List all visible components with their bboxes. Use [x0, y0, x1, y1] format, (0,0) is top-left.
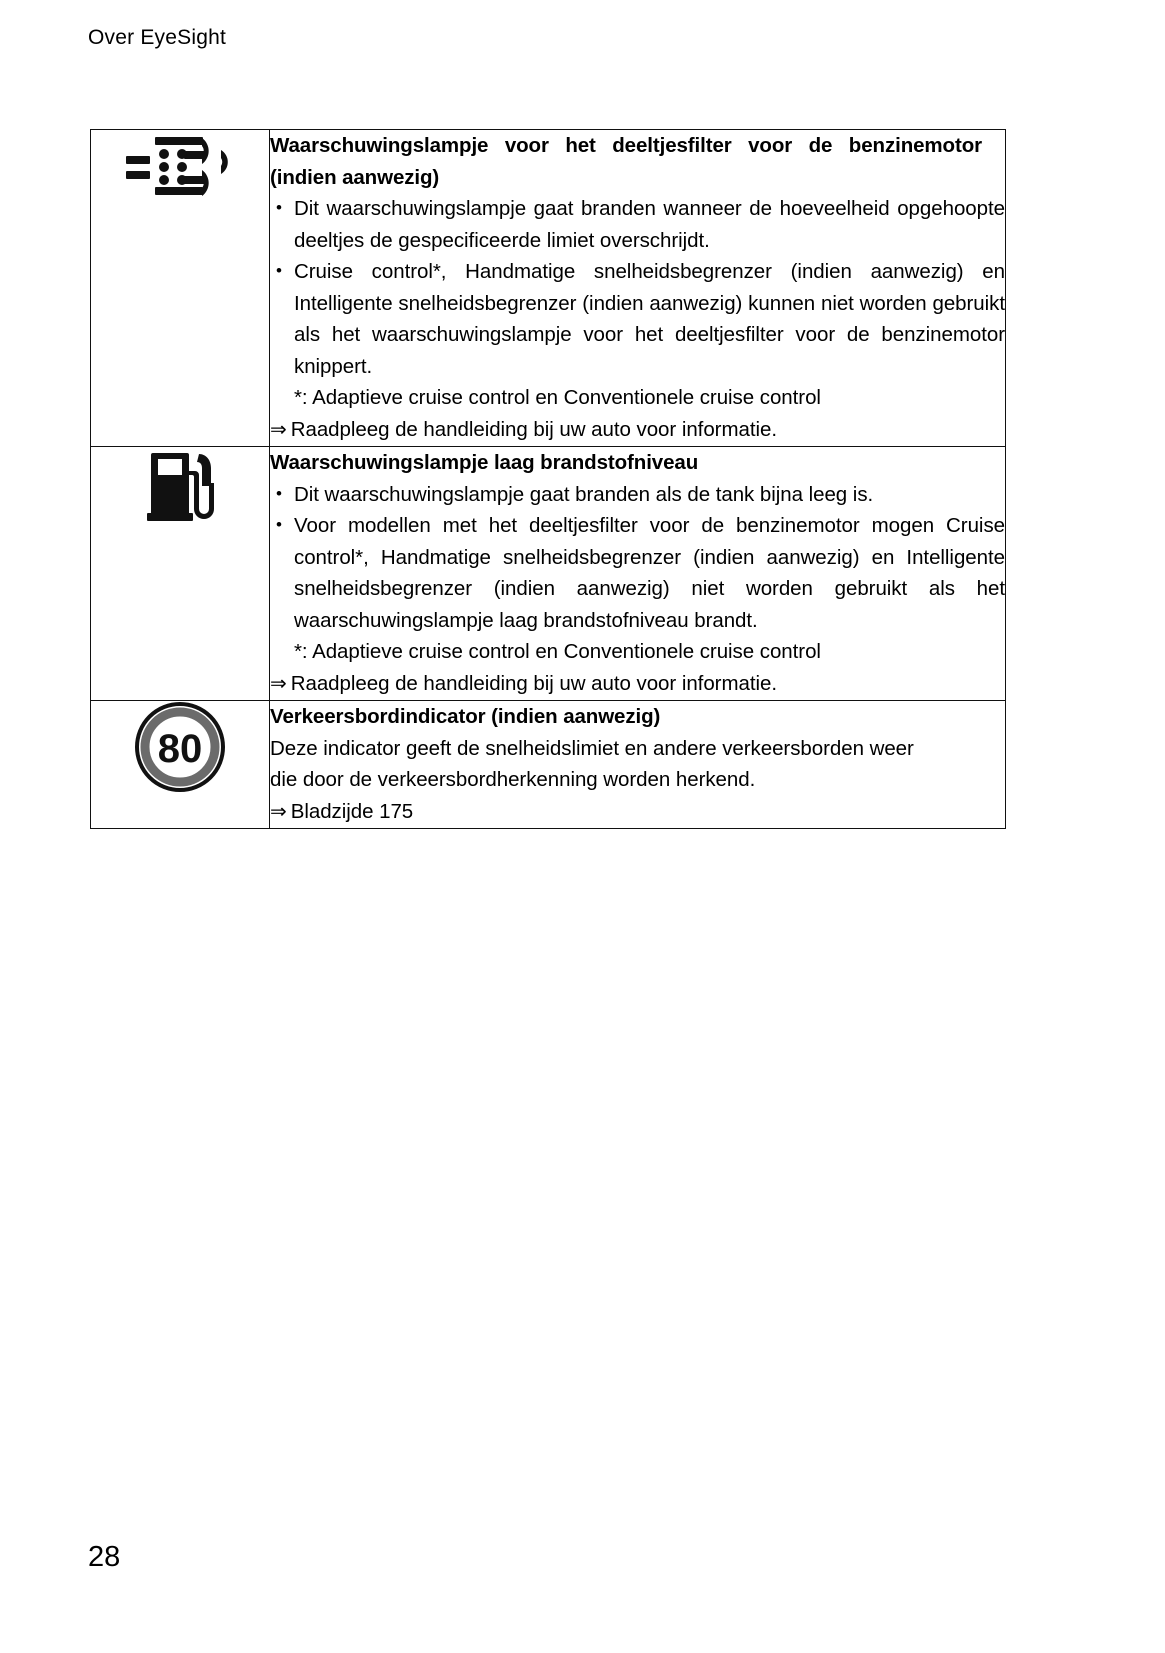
- table-row: [91, 130, 1006, 447]
- bullet-list: [270, 479, 1005, 637]
- row-title: Verkeersbordindicator (indien aanwezig): [270, 705, 661, 728]
- double-arrow-right-icon: ⇒: [270, 800, 287, 823]
- petrol-particulate-filter-warning-icon: [124, 130, 236, 202]
- cross-reference: [270, 796, 1005, 829]
- list-item: • Dit waarschuwingslampje gaat branden wanneer de hoeveelheid opgehoopte deeltjes de gespecificeerde limiet overschrijdt.: [270, 193, 1005, 256]
- row-title: Waarschuwingslampje laag brandstofniveau: [270, 451, 699, 474]
- description-line-2: die door de verkeersbordherkenning worden herkend.: [270, 768, 756, 791]
- bullet-list: [270, 193, 1005, 382]
- cross-reference-text: Raadpleeg de handleiding bij uw auto voor informatie.: [290, 671, 777, 695]
- icon-cell: [91, 701, 270, 829]
- description-line-1: Deze indicator geeft de snelheidslimiet en andere verkeersborden weer: [270, 736, 914, 760]
- traffic-sign-recognition-icon: [134, 701, 226, 793]
- list-item: • Dit waarschuwingslampje gaat branden als de tank bijna leeg is.: [270, 479, 1005, 511]
- text-cell: [270, 701, 1006, 829]
- low-fuel-warning-icon: [143, 447, 217, 527]
- warning-symbols-table: [90, 129, 1006, 829]
- text-cell: [270, 130, 1006, 447]
- speed-limit-value: 80: [157, 727, 203, 771]
- icon-cell: [91, 130, 270, 447]
- icon-cell: [91, 447, 270, 701]
- double-arrow-right-icon: ⇒: [270, 418, 287, 441]
- text-cell: [270, 447, 1006, 701]
- cross-reference: [270, 668, 1005, 701]
- footnote-line: *: Adaptieve cruise control en Conventionele cruise control: [294, 640, 821, 663]
- list-item: • Voor modellen met het deeltjesfilter voor de benzinemotor mogen Cruise control*, Handmatige snelheidsbegrenzer (indien aanwezig) en Intelligente snelheidsbegrenzer (indien aanwezig) niet worden gebruikt als het waarschuwingslampje laag brandstofniveau brandt.: [270, 510, 1005, 636]
- footnote-line: *: Adaptieve cruise control en Conventionele cruise control: [294, 386, 821, 409]
- row-description: [270, 733, 1005, 796]
- row-title: Waarschuwingslampje voor het deeltjesfilter voor de benzinemotor (indien aanwezig): [270, 134, 982, 189]
- running-header: Over EyeSight: [88, 26, 226, 49]
- list-item: • Cruise control*, Handmatige snelheidsbegrenzer (indien aanwezig) en Intelligente snelheidsbegrenzer (indien aanwezig) kunnen niet worden gebruikt als het waarschuwingslampje voor het deeltjesfilter voor de benzinemotor knippert.: [270, 256, 1005, 382]
- table-row: [91, 701, 1006, 829]
- cross-reference-text: Raadpleeg de handleiding bij uw auto voor informatie.: [290, 417, 777, 441]
- cross-reference-text: Bladzijde 175: [290, 799, 414, 823]
- page-number: 28: [88, 1541, 121, 1573]
- cross-reference: [270, 414, 1005, 447]
- double-arrow-right-icon: ⇒: [270, 672, 287, 695]
- table-row: [91, 447, 1006, 701]
